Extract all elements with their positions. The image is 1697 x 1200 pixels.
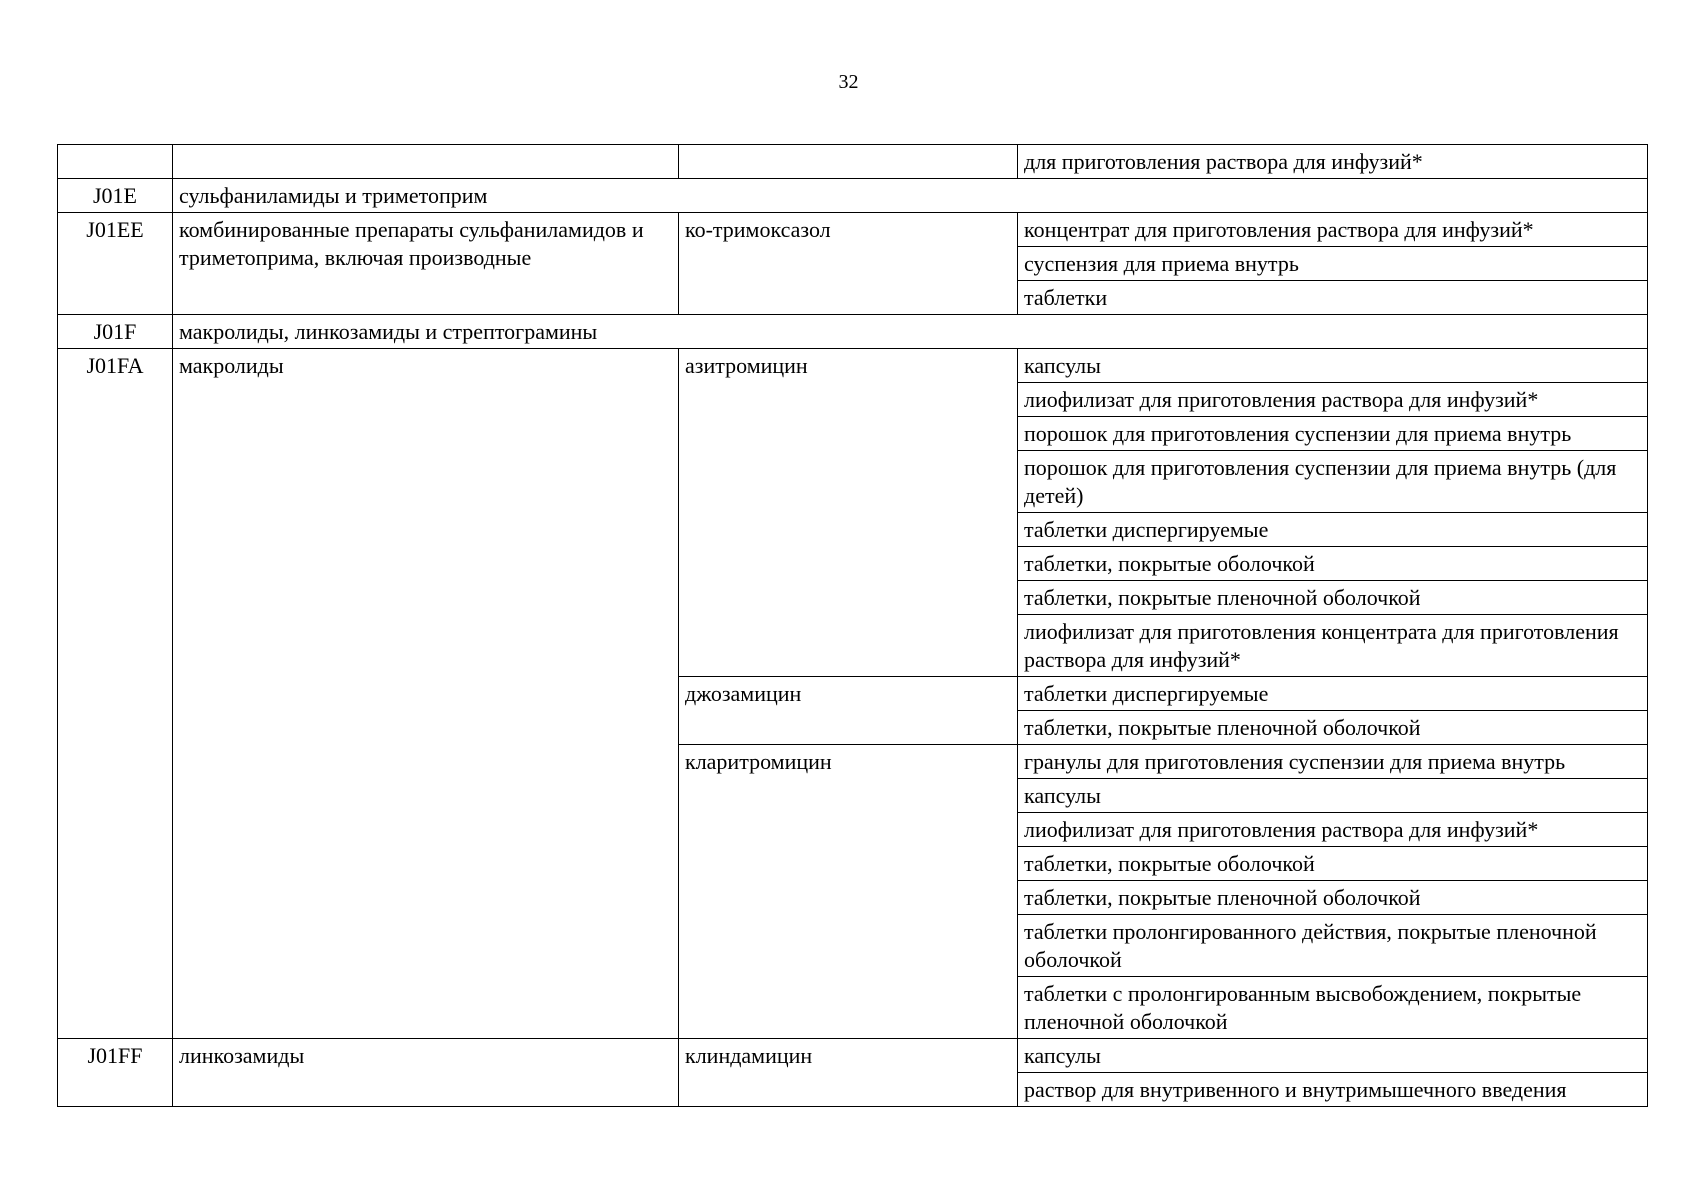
- atc-code-cell: J01F: [58, 315, 173, 349]
- dosage-form-cell: таблетки пролонгированного действия, покрытые пленочной оболочкой: [1018, 915, 1648, 977]
- page-number: 32: [838, 71, 859, 93]
- dosage-form-cell: капсулы: [1018, 349, 1648, 383]
- dosage-form-cell: таблетки: [1018, 281, 1648, 315]
- atc-code-cell: J01FA: [58, 349, 173, 1039]
- dosage-form-cell: таблетки, покрытые пленочной оболочкой: [1018, 581, 1648, 615]
- table-row: [58, 145, 1648, 179]
- group-name-cell: макролиды: [173, 349, 679, 1039]
- dosage-form-cell: капсулы: [1018, 779, 1648, 813]
- group-name-cell: линкозамиды: [173, 1039, 679, 1107]
- dosage-form-cell: таблетки, покрытые оболочкой: [1018, 547, 1648, 581]
- dosage-form-cell: таблетки, покрытые пленочной оболочкой: [1018, 881, 1648, 915]
- dosage-form-cell: порошок для приготовления суспензии для приема внутрь (для детей): [1018, 451, 1648, 513]
- dosage-form-cell: лиофилизат для приготовления концентрата для приготовления раствора для инфузий*: [1018, 615, 1648, 677]
- dosage-form-cell: лиофилизат для приготовления раствора для инфузий*: [1018, 383, 1648, 417]
- dosage-form-cell: концентрат для приготовления раствора для инфузий*: [1018, 213, 1648, 247]
- dosage-form-cell: таблетки диспергируемые: [1018, 677, 1648, 711]
- dosage-form-cell: гранулы для приготовления суспензии для приема внутрь: [1018, 745, 1648, 779]
- drug-name-cell: джозамицин: [679, 677, 1018, 745]
- drug-name-cell: ко-тримоксазол: [679, 213, 1018, 315]
- atc-code-cell: J01EE: [58, 213, 173, 315]
- table-row: [58, 1039, 1648, 1073]
- dosage-form-cell: порошок для приготовления суспензии для приема внутрь: [1018, 417, 1648, 451]
- dosage-form-cell: для приготовления раствора для инфузий*: [1018, 145, 1648, 179]
- table-row: [58, 213, 1648, 247]
- dosage-form-cell: таблетки, покрытые оболочкой: [1018, 847, 1648, 881]
- drug-name-cell: кларитромицин: [679, 745, 1018, 1039]
- dosage-form-cell: капсулы: [1018, 1039, 1648, 1073]
- dosage-form-cell: таблетки диспергируемые: [1018, 513, 1648, 547]
- atc-code-cell: J01E: [58, 179, 173, 213]
- dosage-form-cell: раствор для внутривенного и внутримышечного введения: [1018, 1073, 1648, 1107]
- group-heading-cell: сульфаниламиды и триметоприм: [173, 179, 1648, 213]
- drug-name-cell: клиндамицин: [679, 1039, 1018, 1107]
- dosage-form-cell: лиофилизат для приготовления раствора для инфузий*: [1018, 813, 1648, 847]
- group-name-cell: [173, 145, 679, 179]
- dosage-form-cell: таблетки с пролонгированным высвобождением, покрытые пленочной оболочкой: [1018, 977, 1648, 1039]
- atc-code-cell: [58, 145, 173, 179]
- dosage-form-cell: суспензия для приема внутрь: [1018, 247, 1648, 281]
- atc-code-cell: J01FF: [58, 1039, 173, 1107]
- group-name-cell: комбинированные препараты сульфаниламидов и триметоприма, включая производные: [173, 213, 679, 315]
- table-row: [58, 315, 1648, 349]
- table-row: [58, 179, 1648, 213]
- dosage-form-cell: таблетки, покрытые пленочной оболочкой: [1018, 711, 1648, 745]
- drug-name-cell: [679, 145, 1018, 179]
- drug-name-cell: азитромицин: [679, 349, 1018, 677]
- table-row: [58, 349, 1648, 383]
- group-heading-cell: макролиды, линкозамиды и стрептограмины: [173, 315, 1648, 349]
- drug-table: [57, 144, 1648, 1107]
